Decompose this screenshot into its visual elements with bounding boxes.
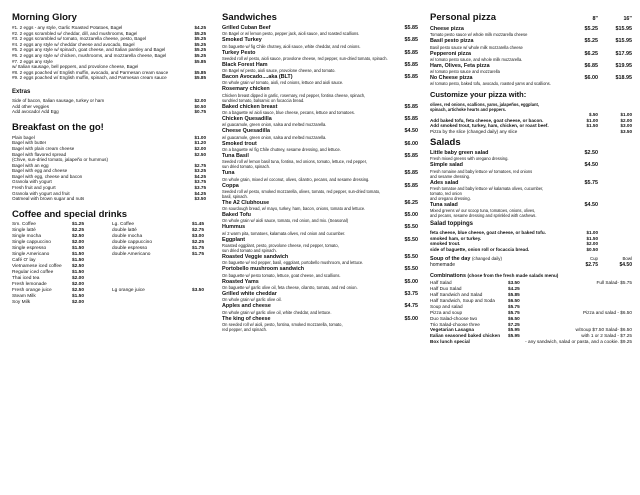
- sandwich-description: Roasted eggplant, pesto, provolone cheese, red pepper, tomato,: [222, 243, 339, 249]
- pizza-name: No Cheese pizza: [430, 75, 473, 82]
- sandwich-price: [416, 86, 418, 92]
- sandwich-name: Roasted Veggie sandwich: [222, 254, 289, 261]
- salad-description: tomato, red onion: [430, 191, 462, 196]
- section-title-salads: Salads: [430, 137, 461, 149]
- salad-price: $4.50: [584, 162, 598, 169]
- sandwich-price: $5.85: [404, 116, 418, 123]
- drink-large-name: double latté: [112, 227, 137, 233]
- salad-description: and oregano dressing.: [430, 196, 471, 201]
- menu-row: [430, 247, 632, 253]
- drink-large-name: double espresso: [112, 245, 148, 251]
- item-price: $2.75: [194, 162, 206, 168]
- drink-name: Fresh orange juice: [12, 287, 52, 293]
- item-name: Granola with yogurt and fruit: [12, 190, 70, 196]
- pizza-name: Cheese pizza: [430, 26, 464, 32]
- pizza-price-small: $5.25: [584, 26, 598, 32]
- salad-list: [430, 150, 632, 218]
- item-name: Bagel with egg and cheese: [12, 168, 68, 174]
- soup-bowl-price: $4.50: [619, 262, 632, 269]
- sandwich-price: $4.75: [404, 303, 418, 310]
- customize-name: Pizza by the slice (changed daily) any slice: [430, 128, 518, 134]
- pizza-description: w/ tomato pesto, baked tofu, avocado, roasted yams and scallions.: [430, 81, 551, 87]
- salad-name: Tuna salad: [430, 202, 458, 208]
- sandwich-description: On Bagel w/ pesto, aioli sauce, provolone cheese, and tomato.: [222, 68, 336, 74]
- sandwich-name: The king of cheese: [222, 315, 271, 322]
- drink-name: Single latté: [12, 227, 36, 233]
- drink-price: $2.25: [72, 227, 85, 233]
- sandwich-description: On whole grain w/ aioli sauce, tomato, red onion, and mix. (Seasonal): [222, 218, 349, 224]
- drink-price: $2.50: [72, 287, 85, 293]
- pizza-price-large: $18.95: [615, 75, 632, 82]
- combo-name: Trio Salad-choose three: [430, 321, 480, 327]
- drink-large-price: $2.75: [191, 227, 204, 233]
- drink-large-price: $1.75: [191, 245, 204, 251]
- item-price: $5.85: [194, 58, 206, 64]
- drink-name: Vietnamese iced coffee: [12, 263, 62, 269]
- size-small-label: 8": [592, 16, 598, 22]
- salad-name: Simple salad: [430, 162, 463, 169]
- combo-extra: Pizza and salad - $6.50: [583, 309, 632, 315]
- combo-price: $6.50: [508, 315, 520, 321]
- customize-price-large: $2.00: [620, 117, 632, 123]
- drink-large-name: double cappuccino: [112, 239, 153, 245]
- sandwich-description: On whole grain w/ garlic olive oil, white cheddar, and lettuce.: [222, 309, 332, 315]
- section-title-customize-pizza: Customize your pizza with:: [430, 90, 527, 100]
- sandwich-price: $5.00: [404, 278, 418, 285]
- sandwich-name: Hummus: [222, 224, 246, 231]
- sandwich-price: $5.00: [404, 315, 418, 322]
- combo-price: $5.85: [508, 291, 520, 297]
- soup-title: Soup of the day: [430, 255, 471, 262]
- pizza-description: Basil pesto sauce w/ whole milk mozzarella cheese: [430, 44, 523, 50]
- item-name: Bagel with butter: [12, 140, 47, 146]
- sandwich-price: $5.50: [404, 236, 418, 243]
- item-price: $5.25: [194, 36, 206, 42]
- combo-name: Soup and salad: [430, 303, 463, 309]
- pizza-name: Basil pesto pizza: [430, 38, 474, 45]
- sandwich-name: Turkey Pesto: [222, 49, 256, 56]
- combo-name: Half Salad: [430, 280, 452, 286]
- salad-toppings-list: [430, 230, 632, 252]
- sandwich-price: $5.85: [404, 74, 418, 81]
- drink-name: Soy Milk: [12, 299, 31, 305]
- pizza-header: [430, 10, 632, 25]
- item-name: smoked trout.: [430, 241, 461, 247]
- combo-price: $4.25: [508, 286, 520, 292]
- section-title-salad-toppings: Salad toppings: [430, 221, 474, 228]
- drink-large-price: $1.75: [191, 251, 204, 257]
- drink-large-name: double mocha: [112, 233, 143, 239]
- sandwich-description: On whole grain w/ garlic olive oil.: [222, 297, 282, 303]
- salad-price: $4.50: [584, 202, 598, 208]
- drink-large-price: $1.45: [191, 221, 204, 227]
- sandwich-price: $5.85: [404, 103, 418, 110]
- combo-price: [499, 339, 525, 345]
- drink-name: Fresh lemonade: [12, 281, 47, 287]
- sandwich-name: Black Forest Ham: [222, 61, 268, 68]
- drink-name: Café O' lay: [12, 257, 36, 263]
- salad-description: Mixed greens w/ our scoop tuna, tomatoes, onions, olives,: [430, 208, 536, 214]
- soup-cup-label: Cup: [589, 255, 598, 261]
- customize-name: Add smoked trout, turkey, ham, chicken, or roast beef.: [430, 123, 549, 129]
- item-price: $5.85: [194, 75, 206, 81]
- item-price: $1.00: [194, 134, 206, 140]
- column-pizza-salads: [424, 0, 640, 495]
- salad-price: $2.50: [584, 150, 598, 157]
- item-name: feta cheese, blue cheese, goat cheese, or baked tofu.: [430, 230, 546, 236]
- sandwich-name: Coppa: [222, 182, 239, 189]
- column-breakfast-drinks: [0, 0, 212, 495]
- drinks-table: [12, 222, 206, 306]
- drink-large-name: Lg orange juice: [112, 287, 145, 293]
- combo-name: Half Duo Salad: [430, 286, 462, 292]
- combo-price: $5.95: [508, 333, 520, 339]
- item-name: Plain bagel: [12, 134, 35, 140]
- sandwich-price: $5.00: [404, 212, 418, 219]
- item-name: Bagel with flavored spread: [12, 151, 67, 157]
- sandwich-price: $5.85: [404, 182, 418, 189]
- soup-cup-price: $2.75: [585, 262, 598, 269]
- drink-price: $1.50: [72, 257, 85, 263]
- sandwich-name: Baked Tofu: [222, 212, 251, 219]
- sandwich-name: Bacon Avocado....aka (BLT): [222, 74, 293, 81]
- sandwich-name: Eggplant: [222, 236, 246, 243]
- item-price: $3.25: [194, 168, 206, 174]
- sandwich-description: On a baguette w/ fig Chile chutney, sesame dressing, and lettuce.: [222, 146, 341, 152]
- drink-price: $2.50: [72, 233, 85, 239]
- section-title-coffee-drinks: Coffee and special drinks: [12, 208, 128, 220]
- item-price: $3.75: [194, 179, 206, 185]
- drink-price: $1.50: [72, 245, 85, 251]
- item-price: $4.25: [194, 25, 206, 30]
- customize-price-large: $3.50: [620, 128, 632, 134]
- pizza-price-small: $6.00: [584, 75, 598, 82]
- sandwich-name: The A2 Clubhouse: [222, 199, 270, 206]
- sandwich-name: Chicken Quesadilla: [222, 116, 272, 123]
- customize-row: [430, 129, 632, 134]
- item-name: Bagel with egg, cheese and bacon: [12, 173, 83, 179]
- drink-price: $1.50: [72, 269, 85, 275]
- sandwich-description: Seeded roll w/ lemon basil tuna, fontina, red onions, tomato, lettuce, red pepper,: [222, 159, 367, 165]
- item-price: $0.75: [194, 109, 206, 115]
- customize-name: Add baked tofu, feta cheese, goat cheese, or bacon.: [430, 117, 544, 123]
- sandwich-description: Chicken breast dipped in garlic, rosemary, red pepper, fontina cheese, spinach,: [222, 92, 366, 98]
- item-name: #6. 2 eggs any style w/ chicken, mushrooms, and mozzarella cheese, Bagel: [12, 52, 167, 58]
- customize-price-large: $1.00: [620, 112, 632, 118]
- drink-price: $2.00: [72, 275, 85, 281]
- item-price: $0.50: [586, 247, 598, 253]
- pizza-price-small: $6.25: [584, 50, 598, 57]
- drink-price: $1.50: [72, 251, 85, 257]
- salad-name: Ades salad: [430, 179, 459, 186]
- soup-price-row: [430, 262, 632, 268]
- item-price: $4.25: [194, 190, 206, 196]
- sandwich-price: $5.85: [404, 61, 418, 68]
- extras-list: [12, 98, 206, 115]
- sandwich-name: Tuna: [222, 170, 235, 177]
- drink-name: Single espresso: [12, 245, 47, 251]
- sandwich-name: Grilled Cuban Beef: [222, 25, 271, 31]
- drink-price: $2.50: [72, 263, 85, 269]
- combo-price: $3.50: [508, 280, 520, 286]
- drink-large-price: $3.00: [191, 233, 204, 239]
- section-title-morning-glory: Morning Glory: [12, 12, 77, 23]
- sandwich-name: Smoked trout: [222, 140, 257, 147]
- pizza-price-small: $5.25: [584, 38, 598, 45]
- sandwich-description: w/ guacamole, green onion, salsa and melted mozzarella.: [222, 134, 327, 140]
- pizza-name: Ham, Olives, Feta pizza: [430, 62, 490, 69]
- sandwich-name: Portobello mushroom sandwich: [222, 266, 305, 273]
- drink-name: Steam Milk: [12, 293, 36, 299]
- drink-price: $2.00: [72, 239, 85, 245]
- sandwich-name: Apples and cheese: [222, 303, 271, 310]
- sandwich-description: On baguette w/ fig Chile chutney, aioli sauce, white cheddar, and red onions.: [222, 43, 361, 49]
- combo-price: $5.75: [508, 303, 520, 309]
- sandwich-price: $5.85: [404, 37, 418, 44]
- sandwich-price: $6.25: [404, 199, 418, 206]
- item-price: $4.25: [194, 173, 206, 179]
- customize-line: spinach, artichoke hearts and peppers.: [430, 107, 506, 113]
- sandwich-description: On Bagel or w/ lemon pesto, pepper jack, aioli sauce, and roasted scallions.: [222, 31, 360, 37]
- sandwich-price: $5.85: [404, 25, 418, 31]
- item-name: #1. 2 eggs - any style, Garlic Roasted Potatoes, Bagel: [12, 25, 123, 30]
- breakfast-list: [12, 135, 206, 202]
- combinations-list: [430, 280, 632, 345]
- combo-price: $5.95: [508, 327, 520, 333]
- customize-line: olives, red onions, scallions, yams, jalapeños, eggplant,: [430, 102, 539, 108]
- drink-name: Single cappuccino: [12, 239, 51, 245]
- sandwich-description: On whole grain, mixed w/ coconut, olives, cilantro, pecans, and sesame dressing.: [222, 176, 370, 182]
- sandwich-name: Cheese Quesadilla: [222, 128, 270, 135]
- drink-price: $2.00: [72, 299, 85, 305]
- section-title-breakfast-on-the-go: Breakfast on the go!: [12, 121, 104, 133]
- item-price: $2.00: [586, 241, 598, 247]
- soup-name: homemade: [430, 262, 456, 269]
- sandwich-name: Tuna Basil: [222, 152, 249, 159]
- section-title-personal-pizza: Personal pizza: [430, 12, 496, 23]
- item-name: smoked ham, or turkey.: [430, 235, 482, 241]
- sandwich-description: sun dried tomato, spinach.: [222, 164, 271, 170]
- pizza-name: Pepperoni pizza: [430, 50, 472, 57]
- sandwich-description: w/ guacamole, green onion, salsa and melted mozzarella.: [222, 122, 327, 128]
- sandwich-description: On sourdough bread, w/ mayo, turkey, ham, bacon, onions, tomato and lettuce.: [222, 206, 366, 212]
- customize-price-small: $1.00: [586, 117, 598, 123]
- item-price: $2.00: [194, 145, 206, 151]
- pizza-item: [430, 38, 632, 44]
- drink-row: [12, 300, 206, 306]
- item-price: $5.85: [194, 69, 206, 75]
- sandwich-description: On whole grain w/ tomato, aioli, red onions, lettuce and aioli sauce.: [222, 80, 344, 86]
- customize-prices: [430, 112, 632, 134]
- item-name: #3. 2 eggs scrambled w/ tomato, mozzarella cheese, pesto, Bagel: [12, 36, 147, 42]
- section-title-extras: Extras: [12, 88, 31, 95]
- drink-price: $1.50: [72, 293, 85, 299]
- item-name: (Chive, sun-dried tomato, jalapeño or hummus): [12, 157, 109, 163]
- sandwich-description: On baguette w/ red pepper, basil, eggplant, portobello mushroom, and lettuce.: [222, 260, 364, 266]
- salad-name: Little baby green salad: [430, 150, 489, 157]
- soup-note: (changed daily): [471, 255, 502, 261]
- combo-name: Box lunch special: [430, 339, 470, 345]
- sandwich-description: Seeded roll w/ pesto, aioli sauce, provolone cheese, red pepper, sun-dried tomato, spinach.: [222, 55, 388, 61]
- sandwich-name: Rosemary chicken: [222, 86, 270, 93]
- morning-glory-list: [12, 25, 206, 81]
- sandwich-list: [222, 25, 418, 332]
- combo-price: $7.25: [508, 321, 520, 327]
- sandwich-description: sun dried tomato and spinach.: [222, 248, 277, 254]
- combo-extra: Full Salad- $5.75: [596, 280, 632, 286]
- sandwich-price: $5.50: [404, 254, 418, 261]
- drink-name: Single Americano: [12, 251, 50, 257]
- pizza-price-large: $15.95: [615, 26, 632, 32]
- sandwich-name: Grilled white cheddar: [222, 290, 277, 297]
- sandwich-price: $5.50: [404, 224, 418, 231]
- item-name: Fresh fruit and yogurt: [12, 185, 56, 191]
- combo-name: Half Sandwich and Salad: [430, 291, 483, 297]
- drink-price: $2.00: [72, 281, 85, 287]
- soup-bowl-label: Bowl: [622, 255, 632, 261]
- drink-name: Sm. Coffee: [12, 221, 36, 227]
- size-large-label: 16": [623, 16, 632, 22]
- section-title-sandwiches: Sandwiches: [222, 12, 277, 23]
- item-price: $5.25: [194, 52, 206, 58]
- item-name: #2. 2 eggs scrambled w/ cheddar, dill, and mushrooms, Bagel: [12, 30, 138, 36]
- sandwich-price: $3.75: [404, 290, 418, 297]
- salad-description: and sesame dressing.: [430, 173, 471, 179]
- sandwich-description: sundried tomato, balsamic on focaccia bread.: [222, 97, 305, 103]
- customize-price-small: [564, 129, 598, 134]
- pizza-description: w/ tomato pesto sauce and mozzarella: [430, 69, 500, 75]
- item-price: $0.50: [194, 103, 206, 109]
- salad-description: and pecans, sesame dressing and sprinkled with cashews.: [430, 213, 537, 219]
- combinations-note: (chose from the fresh made salads menu): [467, 273, 559, 279]
- sandwich-price: $5.85: [404, 170, 418, 177]
- item-name: Add other veggies: [12, 103, 50, 109]
- item-price: $3.75: [194, 185, 206, 191]
- item-price: $5.25: [194, 30, 206, 36]
- sandwich-description: On baguette w/ garlic olive oil, feta cheese, cilantro, tomato, and red onion.: [222, 284, 358, 290]
- column-sandwiches: [216, 0, 422, 495]
- sandwich-price: $5.50: [404, 266, 418, 273]
- combo-name: Duo Salad-choose two: [430, 315, 478, 321]
- sandwich-description: red pepper, and spinach.: [222, 326, 268, 332]
- item-name: #4. 2 eggs any style w/ cheddar cheese and avocado, Bagel: [12, 41, 135, 47]
- item-name: Add avocado/ Add Egg: [12, 109, 59, 115]
- item-name: Oatmeal with brown sugar and nuts: [12, 196, 85, 202]
- sandwich-price: $4.50: [404, 128, 418, 135]
- combo-row: [430, 339, 632, 345]
- item-name: w/ Italian sausage, bell peppers, and provolone cheese, Bagel: [12, 64, 139, 70]
- sandwich-price: $5.85: [404, 49, 418, 56]
- item-price: $5.25: [194, 41, 206, 47]
- sandwich-description: On seeded roll w/ aioli, pesto, fontina, smoked mozzarella, tomato,: [222, 321, 343, 327]
- drink-large-price: $2.25: [191, 239, 204, 245]
- combo-extra: - any sandwich, salad or pasta, and a cookie. $9.25: [525, 339, 632, 345]
- drink-large-price: [172, 300, 204, 306]
- drink-name: Single mocha: [12, 233, 42, 239]
- combo-extra: w/Soup $7.50 Salad- $6.50: [575, 327, 632, 333]
- drink-large-name: Lg. Coffee: [112, 221, 135, 227]
- drink-price: $1.25: [72, 221, 85, 227]
- drink-large-name: [112, 300, 172, 306]
- combo-extra: with 1 or 2 Salad - $7.25: [581, 333, 632, 339]
- sandwich-price: $5.85: [404, 152, 418, 159]
- combo-price: $5.75: [508, 309, 520, 315]
- sandwich-price: $6.00: [404, 140, 418, 147]
- item-price: $3.50: [194, 196, 206, 202]
- item-price: $5.25: [194, 47, 206, 53]
- customize-description: [430, 102, 632, 112]
- sandwich-description: On baguette w/ pesto tomato, lettuce, goat cheese, and scallions.: [222, 272, 341, 278]
- customize-price-small: $.50: [589, 112, 598, 118]
- sandwich-description: w/ 2 warm pita, tomatoes, kalamata olives, red onion and cucumber.: [222, 230, 346, 236]
- section-title-combinations: Combinations: [430, 273, 466, 280]
- combo-name: Pizza and soup: [430, 309, 463, 315]
- item-name: side of baguette, onion roll or focaccia bread.: [430, 247, 530, 253]
- item-name: #8. 2 eggs poached w/ English muffin, avocado, and Parmesan cream sauce: [12, 69, 169, 75]
- drink-name: Thai iced tea: [12, 275, 40, 281]
- pizza-item: [430, 51, 632, 57]
- item-name: Side of bacon, Italian sausage, turkey or ham: [12, 97, 105, 103]
- pizza-description: Tomato pesto sauce w/ whole milk mozzarella cheese: [430, 32, 528, 38]
- salad-description: Fresh tomatoe and baby lettuce w/ kalamata olives, cucumber,: [430, 186, 544, 191]
- item-name: Granola with yogurt: [12, 179, 52, 185]
- item-price: $1.20: [194, 140, 206, 146]
- pizza-size-labels: [564, 16, 632, 22]
- item-price: $2.50: [194, 151, 206, 157]
- item-price: $1.50: [586, 235, 598, 241]
- salad-description: Fresh romaine and baby lettuce w/ tomatoes, red onions: [430, 168, 533, 174]
- item-name: #9. 2 eggs poached w/ English muffin, spinach, and Parmesan cream sauce: [12, 75, 167, 81]
- sandwich-name: Roasted Yams: [222, 278, 259, 285]
- drink-large-price: $3.50: [191, 287, 204, 293]
- item-name: #7. 2 eggs any style: [12, 58, 53, 64]
- sandwich-name: Baked chicken breast: [222, 103, 278, 110]
- combo-name: Half Sandwich, Soup and Soda: [430, 297, 495, 303]
- item-name: Bagel with plain cream cheese: [12, 145, 75, 151]
- pizza-price-large: $15.95: [615, 38, 632, 45]
- sandwich-name: Smoked Turkey: [222, 37, 262, 44]
- pizza-description: w/ tomato pesto sauce, and whole milk mozzarella.: [430, 56, 523, 62]
- combinations-header: [430, 272, 632, 280]
- pizza-price-small: $6.85: [584, 62, 598, 69]
- sandwich-description: basil, spinach.: [222, 193, 248, 199]
- salad-price: $5.75: [584, 179, 598, 186]
- pizza-price-large: $17.95: [615, 50, 632, 57]
- customize-price-large: $3.00: [620, 123, 632, 129]
- combo-price: $6.50: [508, 297, 520, 303]
- item-price: $1.00: [586, 230, 598, 236]
- combo-name: Italian seasoned baked chicken: [430, 333, 501, 339]
- sandwich-description: Seeded roll w/ pesto, smoked mozzarella, olives, tomato, red pepper, sun-dried tomato,: [222, 188, 381, 194]
- item-price: $2.00: [194, 97, 206, 103]
- pizza-list: [430, 26, 632, 86]
- sandwich-description: On a baguette w/ aioli sauce, blue cheese, pecans, lettuce and tomatoes.: [222, 110, 355, 116]
- drink-name: Regular iced coffee: [12, 269, 54, 275]
- drink-large-name: double Americano: [112, 251, 151, 257]
- customize-price-small: $1.50: [586, 123, 598, 129]
- item-name: #5. 2 eggs any style w/ spinach, goat cheese, and Italian parsley and Bagel: [12, 47, 166, 53]
- salad-description: Fresh mixed greens with oregano dressing.: [430, 156, 509, 162]
- pizza-price-large: $19.95: [615, 62, 632, 69]
- item-name: Bagel with an egg: [12, 162, 49, 168]
- combo-name: Vegetarian Lasagna: [430, 327, 475, 333]
